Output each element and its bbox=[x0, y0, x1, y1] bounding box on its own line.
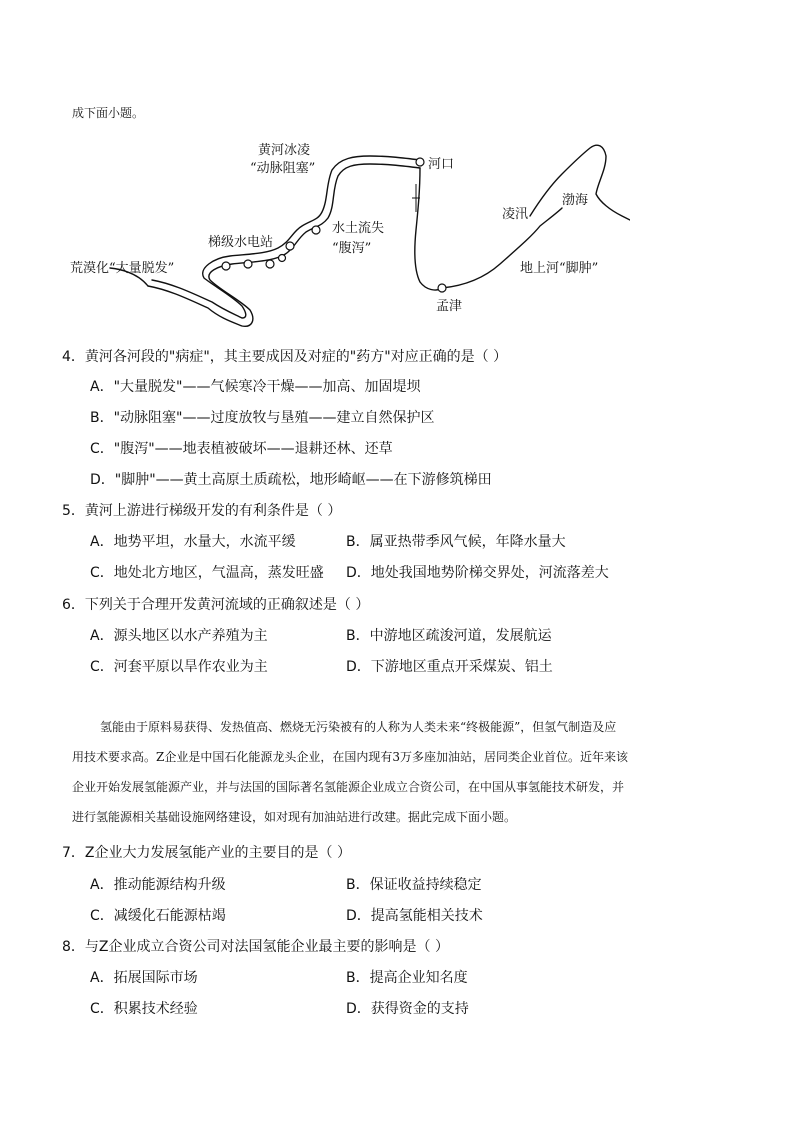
passage-line: 氢能由于原料易获得、发热值高、燃烧无污染被有的人称为人类未来“终极能源”，但氢气制造及应 bbox=[100, 720, 617, 734]
question-5-option-b: B．属亚热带季风气候，年降水量大 bbox=[346, 534, 566, 550]
station-point bbox=[312, 226, 320, 234]
label-lingxun: 凌汛 bbox=[502, 207, 529, 222]
label-bohai: 渤海 bbox=[562, 193, 589, 208]
question-6-option-d: D．下游地区重点开采煤炭、铝土 bbox=[346, 659, 553, 675]
hekou-point bbox=[416, 158, 424, 166]
label-suspended: 地上河“脚肿” bbox=[520, 261, 599, 276]
label-icejam-2: “动脉阻塞” bbox=[250, 161, 316, 176]
question-7-option-b: B．保证收益持续稳定 bbox=[346, 877, 482, 893]
question-6-option-c: C．河套平原以旱作农业为主 bbox=[90, 659, 268, 675]
question-8-option-b: B．提高企业知名度 bbox=[346, 970, 468, 986]
river-vertical bbox=[415, 168, 442, 290]
question-4-option-d: D．"脚肿"——黄土高原土质疏松，地形崎岖——在下游修筑梯田 bbox=[90, 472, 492, 488]
question-5-option-d: D．地处我国地势阶梯交界处，河流落差大 bbox=[346, 565, 609, 581]
label-cascade: 梯级水电站 bbox=[208, 235, 274, 250]
label-icejam-1: 黄河冰凌 bbox=[258, 143, 311, 158]
bohai-coast bbox=[530, 145, 630, 220]
station-point bbox=[222, 262, 230, 270]
passage-line: 企业开始发展氢能源产业，并与法国的国际著名氢能源企业成立合资公司，在中国从事氢能技术研发，并 bbox=[72, 780, 625, 794]
label-erosion-2: “腹泻” bbox=[332, 241, 372, 256]
question-6-stem: 6．下列关于合理开发黄河流域的正确叙述是（ ） bbox=[62, 597, 370, 613]
station-point bbox=[244, 260, 252, 268]
question-7-option-a: A．推动能源结构升级 bbox=[90, 877, 226, 893]
question-8-option-c: C．积累技术经验 bbox=[90, 1001, 198, 1017]
question-6-option-a: A．源头地区以水产养殖为主 bbox=[90, 628, 268, 644]
question-5-option-c: C．地处北方地区，气温高，蒸发旺盛 bbox=[90, 565, 324, 581]
question-5-option-a: A．地势平坦，水量大，水流平缓 bbox=[90, 534, 296, 550]
passage-line: 进行氢能源相关基础设施网络建设，如对现有加油站进行改建。据此完成下面小题。 bbox=[72, 810, 517, 824]
question-8-stem: 8．与Z企业成立合资公司对法国氢能企业最主要的影响是（ ） bbox=[62, 939, 449, 955]
river-course-outer bbox=[148, 164, 420, 326]
question-5-stem: 5．黄河上游进行梯级开发的有利条件是（ ） bbox=[62, 503, 342, 519]
label-mengjin: 孟津 bbox=[436, 299, 463, 314]
question-7-stem: 7．Z企业大力发展氢能产业的主要目的是（ ） bbox=[62, 845, 351, 861]
question-4-option-b: B．"动脉阻塞"——过度放牧与垦殖——建立自然保护区 bbox=[90, 410, 435, 426]
question-8-option-d: D．获得资金的支持 bbox=[346, 1001, 469, 1017]
mengjin-point bbox=[438, 284, 446, 292]
question-6-option-b: B．中游地区疏浚河道，发展航运 bbox=[346, 628, 552, 644]
question-4-option-a: A．"大量脱发"——气候寒冷干燥——加高、加固堤坝 bbox=[90, 379, 421, 395]
passage-line: 用技术要求高。Z企业是中国石化能源龙头企业，在国内现有3万多座加油站，居同类企业首位。近年来该 bbox=[72, 750, 628, 764]
label-erosion-1: 水土流失 bbox=[332, 221, 385, 236]
question-4-option-c: C．"腹泻"——地表植被破坏——退耕还林、还草 bbox=[90, 441, 393, 457]
label-desert: 荒漠化“大量脱发” bbox=[70, 261, 175, 276]
station-point bbox=[286, 242, 294, 250]
station-point bbox=[266, 260, 274, 268]
station-point bbox=[279, 255, 286, 262]
question-4-stem: 4．黄河各河段的"病症"，其主要成因及对症的"药方"对应正确的是（ ） bbox=[62, 349, 508, 365]
question-7-option-c: C．减缓化石能源枯竭 bbox=[90, 908, 226, 924]
question-7-option-d: D．提高氢能相关技术 bbox=[346, 908, 483, 924]
river-course-inner bbox=[152, 156, 420, 318]
yellow-river-map bbox=[70, 140, 630, 335]
intro-text: 成下面小题。 bbox=[72, 106, 145, 120]
label-hekou: 河口 bbox=[428, 157, 455, 172]
reading-passage bbox=[72, 712, 732, 832]
question-8-option-a: A．拓展国际市场 bbox=[90, 970, 198, 986]
